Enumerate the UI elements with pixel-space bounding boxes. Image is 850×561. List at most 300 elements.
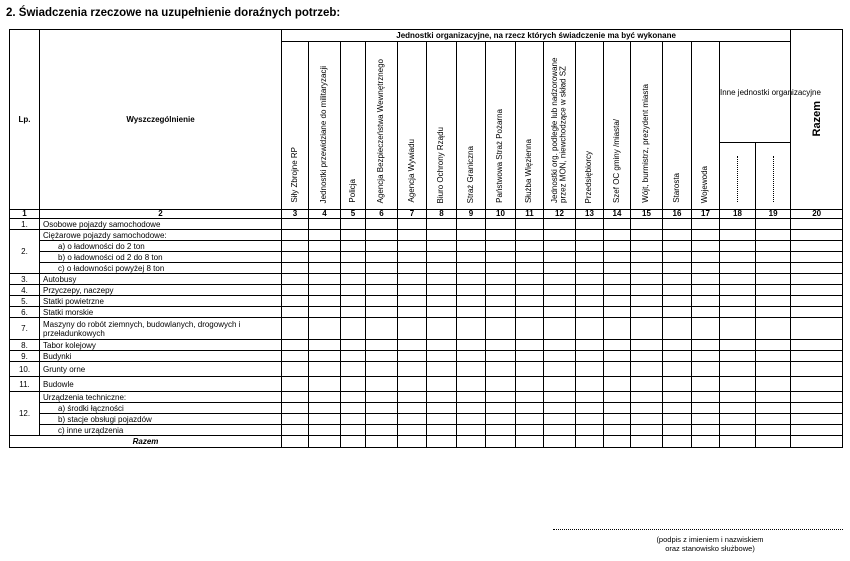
entry-cell[interactable]	[631, 377, 663, 392]
entry-cell[interactable]	[282, 392, 309, 403]
entry-cell[interactable]	[309, 403, 341, 414]
entry-cell[interactable]	[398, 403, 427, 414]
entry-cell[interactable]	[457, 219, 486, 230]
entry-cell[interactable]	[631, 392, 663, 403]
entry-cell[interactable]	[457, 318, 486, 340]
entry-cell[interactable]	[631, 230, 663, 241]
entry-cell[interactable]	[576, 263, 604, 274]
entry-cell[interactable]	[576, 436, 604, 448]
entry-cell[interactable]	[427, 274, 457, 285]
entry-cell[interactable]	[631, 296, 663, 307]
entry-cell[interactable]	[282, 230, 309, 241]
entry-cell[interactable]	[427, 318, 457, 340]
entry-cell[interactable]	[692, 403, 720, 414]
entry-cell[interactable]	[544, 414, 576, 425]
entry-cell[interactable]	[486, 274, 516, 285]
entry-cell[interactable]	[341, 241, 366, 252]
entry-cell[interactable]	[486, 403, 516, 414]
entry-cell[interactable]	[309, 219, 341, 230]
entry-cell[interactable]	[341, 307, 366, 318]
entry-cell[interactable]	[282, 351, 309, 362]
entry-cell[interactable]	[282, 263, 309, 274]
entry-cell[interactable]	[516, 263, 544, 274]
entry-cell[interactable]	[576, 230, 604, 241]
entry-cell[interactable]	[366, 436, 398, 448]
entry-cell[interactable]	[756, 340, 791, 351]
entry-cell[interactable]	[457, 414, 486, 425]
entry-cell[interactable]	[427, 414, 457, 425]
entry-cell[interactable]	[576, 296, 604, 307]
entry-cell[interactable]	[457, 274, 486, 285]
entry-cell[interactable]	[427, 219, 457, 230]
entry-cell[interactable]	[576, 377, 604, 392]
entry-cell[interactable]	[398, 377, 427, 392]
entry-cell[interactable]	[604, 219, 631, 230]
entry-cell[interactable]	[516, 392, 544, 403]
entry-cell[interactable]	[692, 414, 720, 425]
entry-cell[interactable]	[309, 340, 341, 351]
entry-cell[interactable]	[756, 414, 791, 425]
entry-cell[interactable]	[309, 230, 341, 241]
entry-cell[interactable]	[576, 219, 604, 230]
entry-cell[interactable]	[282, 219, 309, 230]
entry-cell[interactable]	[398, 263, 427, 274]
entry-cell[interactable]	[544, 296, 576, 307]
entry-cell[interactable]	[516, 296, 544, 307]
entry-cell[interactable]	[663, 403, 692, 414]
entry-cell[interactable]	[544, 351, 576, 362]
entry-cell[interactable]	[486, 219, 516, 230]
entry-cell[interactable]	[427, 392, 457, 403]
entry-cell[interactable]	[366, 414, 398, 425]
entry-cell[interactable]	[663, 285, 692, 296]
entry-cell[interactable]	[516, 403, 544, 414]
entry-cell[interactable]	[756, 425, 791, 436]
entry-cell[interactable]	[576, 414, 604, 425]
entry-cell[interactable]	[720, 307, 756, 318]
entry-cell[interactable]	[720, 274, 756, 285]
entry-cell[interactable]	[756, 377, 791, 392]
entry-cell[interactable]	[486, 351, 516, 362]
entry-cell[interactable]	[720, 377, 756, 392]
entry-cell[interactable]	[692, 377, 720, 392]
entry-cell[interactable]	[341, 377, 366, 392]
entry-cell[interactable]	[309, 377, 341, 392]
entry-cell[interactable]	[692, 230, 720, 241]
entry-cell[interactable]	[720, 296, 756, 307]
entry-cell[interactable]	[663, 296, 692, 307]
entry-cell[interactable]	[720, 230, 756, 241]
entry-cell[interactable]	[516, 436, 544, 448]
entry-cell[interactable]	[544, 219, 576, 230]
entry-cell[interactable]	[341, 274, 366, 285]
entry-cell[interactable]	[366, 392, 398, 403]
entry-cell[interactable]	[398, 351, 427, 362]
entry-cell[interactable]	[791, 414, 843, 425]
entry-cell[interactable]	[341, 351, 366, 362]
entry-cell[interactable]	[544, 252, 576, 263]
entry-cell[interactable]	[457, 377, 486, 392]
entry-cell[interactable]	[309, 392, 341, 403]
entry-cell[interactable]	[604, 274, 631, 285]
entry-cell[interactable]	[398, 296, 427, 307]
entry-cell[interactable]	[720, 425, 756, 436]
entry-cell[interactable]	[516, 219, 544, 230]
entry-cell[interactable]	[756, 362, 791, 377]
entry-cell[interactable]	[791, 285, 843, 296]
entry-cell[interactable]	[398, 436, 427, 448]
entry-cell[interactable]	[427, 307, 457, 318]
entry-cell[interactable]	[341, 296, 366, 307]
entry-cell[interactable]	[341, 414, 366, 425]
entry-cell[interactable]	[282, 296, 309, 307]
entry-cell[interactable]	[486, 318, 516, 340]
entry-cell[interactable]	[791, 377, 843, 392]
entry-cell[interactable]	[282, 340, 309, 351]
entry-cell[interactable]	[341, 362, 366, 377]
entry-cell[interactable]	[341, 340, 366, 351]
entry-cell[interactable]	[282, 318, 309, 340]
entry-cell[interactable]	[457, 252, 486, 263]
entry-cell[interactable]	[791, 263, 843, 274]
entry-cell[interactable]	[692, 362, 720, 377]
entry-cell[interactable]	[692, 436, 720, 448]
entry-cell[interactable]	[544, 436, 576, 448]
entry-cell[interactable]	[486, 425, 516, 436]
entry-cell[interactable]	[576, 403, 604, 414]
entry-cell[interactable]	[576, 351, 604, 362]
entry-cell[interactable]	[457, 351, 486, 362]
entry-cell[interactable]	[544, 362, 576, 377]
entry-cell[interactable]	[427, 241, 457, 252]
entry-cell[interactable]	[457, 403, 486, 414]
entry-cell[interactable]	[516, 377, 544, 392]
entry-cell[interactable]	[663, 252, 692, 263]
entry-cell[interactable]	[720, 285, 756, 296]
entry-cell[interactable]	[282, 252, 309, 263]
entry-cell[interactable]	[663, 436, 692, 448]
entry-cell[interactable]	[720, 436, 756, 448]
entry-cell[interactable]	[791, 296, 843, 307]
entry-cell[interactable]	[576, 274, 604, 285]
entry-cell[interactable]	[663, 377, 692, 392]
entry-cell[interactable]	[282, 274, 309, 285]
entry-cell[interactable]	[366, 274, 398, 285]
entry-cell[interactable]	[282, 307, 309, 318]
entry-cell[interactable]	[692, 340, 720, 351]
entry-cell[interactable]	[544, 230, 576, 241]
entry-cell[interactable]	[663, 230, 692, 241]
entry-cell[interactable]	[756, 230, 791, 241]
entry-cell[interactable]	[398, 392, 427, 403]
entry-cell[interactable]	[427, 263, 457, 274]
entry-cell[interactable]	[544, 274, 576, 285]
entry-cell[interactable]	[309, 263, 341, 274]
entry-cell[interactable]	[457, 241, 486, 252]
entry-cell[interactable]	[631, 307, 663, 318]
entry-cell[interactable]	[457, 340, 486, 351]
entry-cell[interactable]	[663, 241, 692, 252]
entry-cell[interactable]	[720, 219, 756, 230]
entry-cell[interactable]	[282, 362, 309, 377]
entry-cell[interactable]	[756, 351, 791, 362]
entry-cell[interactable]	[282, 403, 309, 414]
entry-cell[interactable]	[663, 362, 692, 377]
entry-cell[interactable]	[663, 414, 692, 425]
entry-cell[interactable]	[720, 414, 756, 425]
entry-cell[interactable]	[576, 392, 604, 403]
entry-cell[interactable]	[427, 425, 457, 436]
entry-cell[interactable]	[604, 241, 631, 252]
entry-cell[interactable]	[309, 414, 341, 425]
entry-cell[interactable]	[720, 252, 756, 263]
entry-cell[interactable]	[756, 392, 791, 403]
entry-cell[interactable]	[544, 285, 576, 296]
entry-cell[interactable]	[631, 252, 663, 263]
entry-cell[interactable]	[457, 263, 486, 274]
entry-cell[interactable]	[544, 307, 576, 318]
entry-cell[interactable]	[631, 263, 663, 274]
entry-cell[interactable]	[427, 362, 457, 377]
entry-cell[interactable]	[366, 377, 398, 392]
entry-cell[interactable]	[576, 252, 604, 263]
entry-cell[interactable]	[692, 318, 720, 340]
entry-cell[interactable]	[604, 392, 631, 403]
entry-cell[interactable]	[398, 414, 427, 425]
entry-cell[interactable]	[309, 425, 341, 436]
entry-cell[interactable]	[516, 241, 544, 252]
entry-cell[interactable]	[516, 252, 544, 263]
entry-cell[interactable]	[341, 285, 366, 296]
entry-cell[interactable]	[756, 219, 791, 230]
entry-cell[interactable]	[692, 307, 720, 318]
entry-cell[interactable]	[720, 318, 756, 340]
entry-cell[interactable]	[544, 403, 576, 414]
entry-cell[interactable]	[427, 230, 457, 241]
entry-cell[interactable]	[604, 307, 631, 318]
entry-cell[interactable]	[791, 318, 843, 340]
entry-cell[interactable]	[398, 340, 427, 351]
entry-cell[interactable]	[398, 230, 427, 241]
entry-cell[interactable]	[631, 285, 663, 296]
entry-cell[interactable]	[604, 285, 631, 296]
entry-cell[interactable]	[604, 414, 631, 425]
entry-cell[interactable]	[604, 425, 631, 436]
entry-cell[interactable]	[663, 274, 692, 285]
entry-cell[interactable]	[427, 351, 457, 362]
entry-cell[interactable]	[366, 340, 398, 351]
entry-cell[interactable]	[576, 362, 604, 377]
entry-cell[interactable]	[309, 274, 341, 285]
entry-cell[interactable]	[282, 425, 309, 436]
entry-cell[interactable]	[576, 307, 604, 318]
entry-cell[interactable]	[457, 230, 486, 241]
entry-cell[interactable]	[398, 425, 427, 436]
entry-cell[interactable]	[604, 252, 631, 263]
entry-cell[interactable]	[486, 340, 516, 351]
entry-cell[interactable]	[576, 340, 604, 351]
entry-cell[interactable]	[604, 377, 631, 392]
entry-cell[interactable]	[427, 403, 457, 414]
entry-cell[interactable]	[631, 340, 663, 351]
entry-cell[interactable]	[366, 296, 398, 307]
entry-cell[interactable]	[791, 340, 843, 351]
entry-cell[interactable]	[631, 425, 663, 436]
entry-cell[interactable]	[427, 252, 457, 263]
entry-cell[interactable]	[692, 285, 720, 296]
entry-cell[interactable]	[427, 296, 457, 307]
entry-cell[interactable]	[516, 414, 544, 425]
entry-cell[interactable]	[309, 362, 341, 377]
entry-cell[interactable]	[366, 285, 398, 296]
entry-cell[interactable]	[756, 274, 791, 285]
entry-cell[interactable]	[663, 307, 692, 318]
entry-cell[interactable]	[457, 425, 486, 436]
entry-cell[interactable]	[692, 351, 720, 362]
entry-cell[interactable]	[516, 274, 544, 285]
entry-cell[interactable]	[398, 285, 427, 296]
entry-cell[interactable]	[791, 436, 843, 448]
entry-cell[interactable]	[486, 392, 516, 403]
entry-cell[interactable]	[366, 425, 398, 436]
entry-cell[interactable]	[282, 285, 309, 296]
entry-cell[interactable]	[398, 362, 427, 377]
entry-cell[interactable]	[457, 392, 486, 403]
entry-cell[interactable]	[398, 318, 427, 340]
entry-cell[interactable]	[756, 318, 791, 340]
entry-cell[interactable]	[398, 219, 427, 230]
entry-cell[interactable]	[631, 219, 663, 230]
entry-cell[interactable]	[457, 296, 486, 307]
entry-cell[interactable]	[791, 425, 843, 436]
entry-cell[interactable]	[663, 219, 692, 230]
entry-cell[interactable]	[631, 436, 663, 448]
entry-cell[interactable]	[366, 351, 398, 362]
entry-cell[interactable]	[692, 241, 720, 252]
entry-cell[interactable]	[486, 307, 516, 318]
entry-cell[interactable]	[516, 340, 544, 351]
entry-cell[interactable]	[692, 296, 720, 307]
entry-cell[interactable]	[756, 296, 791, 307]
entry-cell[interactable]	[516, 362, 544, 377]
entry-cell[interactable]	[341, 436, 366, 448]
entry-cell[interactable]	[756, 241, 791, 252]
entry-cell[interactable]	[516, 307, 544, 318]
entry-cell[interactable]	[398, 241, 427, 252]
entry-cell[interactable]	[309, 296, 341, 307]
entry-cell[interactable]	[341, 425, 366, 436]
entry-cell[interactable]	[366, 252, 398, 263]
entry-cell[interactable]	[631, 403, 663, 414]
entry-cell[interactable]	[720, 362, 756, 377]
entry-cell[interactable]	[720, 241, 756, 252]
entry-cell[interactable]	[544, 377, 576, 392]
entry-cell[interactable]	[544, 392, 576, 403]
entry-cell[interactable]	[663, 351, 692, 362]
entry-cell[interactable]	[366, 362, 398, 377]
entry-cell[interactable]	[692, 425, 720, 436]
entry-cell[interactable]	[486, 252, 516, 263]
entry-cell[interactable]	[604, 351, 631, 362]
entry-cell[interactable]	[341, 403, 366, 414]
entry-cell[interactable]	[576, 425, 604, 436]
entry-cell[interactable]	[486, 230, 516, 241]
entry-cell[interactable]	[309, 436, 341, 448]
entry-cell[interactable]	[791, 403, 843, 414]
entry-cell[interactable]	[544, 340, 576, 351]
entry-cell[interactable]	[366, 307, 398, 318]
entry-cell[interactable]	[663, 318, 692, 340]
entry-cell[interactable]	[604, 436, 631, 448]
entry-cell[interactable]	[544, 425, 576, 436]
entry-cell[interactable]	[398, 252, 427, 263]
entry-cell[interactable]	[427, 285, 457, 296]
entry-cell[interactable]	[720, 263, 756, 274]
entry-cell[interactable]	[631, 241, 663, 252]
entry-cell[interactable]	[309, 241, 341, 252]
entry-cell[interactable]	[486, 362, 516, 377]
entry-cell[interactable]	[791, 230, 843, 241]
entry-cell[interactable]	[341, 219, 366, 230]
entry-cell[interactable]	[692, 263, 720, 274]
entry-cell[interactable]	[692, 274, 720, 285]
entry-cell[interactable]	[366, 219, 398, 230]
entry-cell[interactable]	[756, 307, 791, 318]
entry-cell[interactable]	[631, 351, 663, 362]
entry-cell[interactable]	[663, 392, 692, 403]
entry-cell[interactable]	[341, 252, 366, 263]
entry-cell[interactable]	[663, 425, 692, 436]
entry-cell[interactable]	[692, 252, 720, 263]
entry-cell[interactable]	[282, 414, 309, 425]
entry-cell[interactable]	[604, 362, 631, 377]
entry-cell[interactable]	[604, 403, 631, 414]
entry-cell[interactable]	[604, 296, 631, 307]
entry-cell[interactable]	[791, 351, 843, 362]
entry-cell[interactable]	[720, 340, 756, 351]
entry-cell[interactable]	[516, 285, 544, 296]
entry-cell[interactable]	[516, 425, 544, 436]
entry-cell[interactable]	[631, 414, 663, 425]
entry-cell[interactable]	[791, 252, 843, 263]
entry-cell[interactable]	[756, 252, 791, 263]
entry-cell[interactable]	[457, 362, 486, 377]
entry-cell[interactable]	[427, 340, 457, 351]
entry-cell[interactable]	[604, 230, 631, 241]
entry-cell[interactable]	[366, 230, 398, 241]
entry-cell[interactable]	[791, 219, 843, 230]
entry-cell[interactable]	[631, 362, 663, 377]
entry-cell[interactable]	[486, 377, 516, 392]
entry-cell[interactable]	[663, 340, 692, 351]
entry-cell[interactable]	[692, 219, 720, 230]
entry-cell[interactable]	[366, 241, 398, 252]
entry-cell[interactable]	[791, 274, 843, 285]
entry-cell[interactable]	[282, 377, 309, 392]
entry-cell[interactable]	[309, 351, 341, 362]
entry-cell[interactable]	[576, 241, 604, 252]
entry-cell[interactable]	[457, 436, 486, 448]
entry-cell[interactable]	[398, 307, 427, 318]
entry-cell[interactable]	[631, 274, 663, 285]
entry-cell[interactable]	[791, 362, 843, 377]
entry-cell[interactable]	[486, 263, 516, 274]
entry-cell[interactable]	[791, 241, 843, 252]
entry-cell[interactable]	[756, 403, 791, 414]
entry-cell[interactable]	[720, 351, 756, 362]
entry-cell[interactable]	[486, 296, 516, 307]
entry-cell[interactable]	[720, 403, 756, 414]
